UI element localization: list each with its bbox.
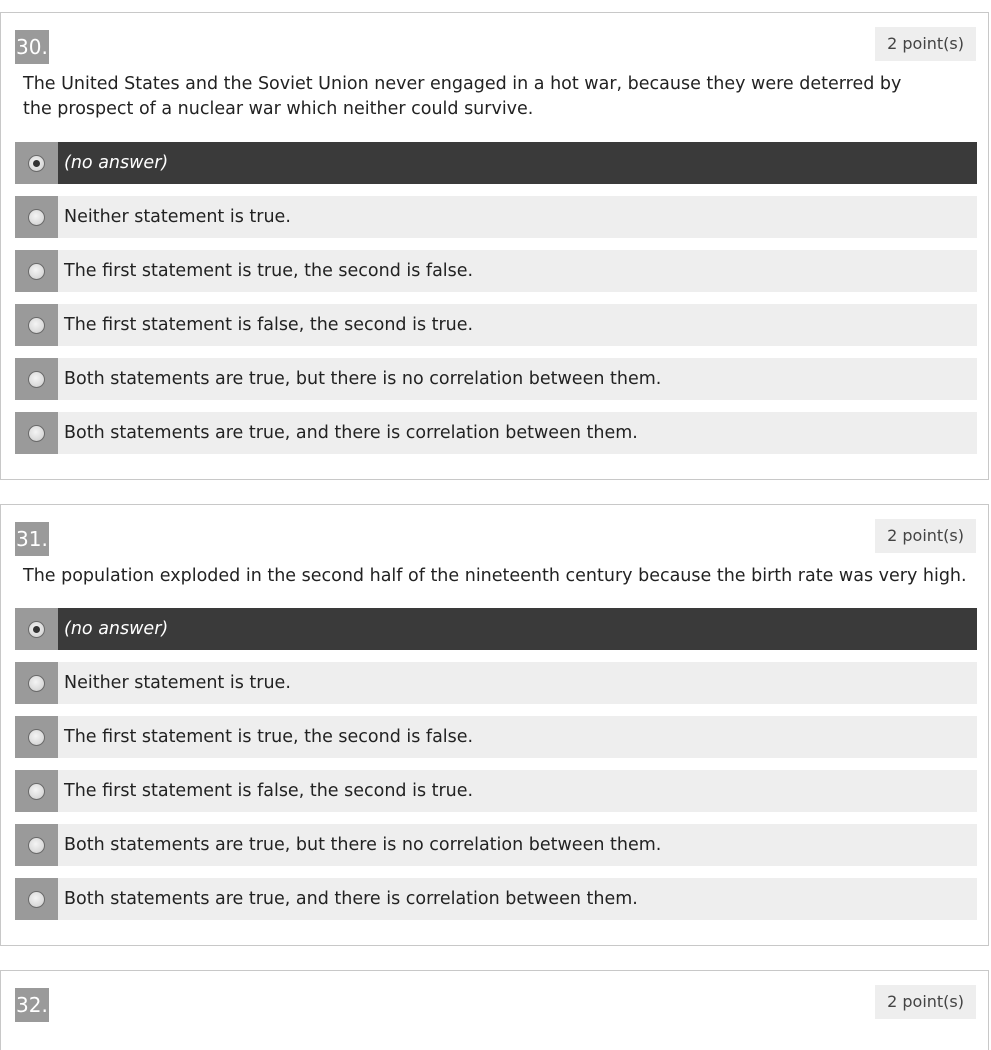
question-points: 2 point(s) xyxy=(875,519,976,553)
answer-label: (no answer) xyxy=(64,153,169,173)
radio-icon[interactable] xyxy=(28,837,45,854)
question-text: The population exploded in the second half of the nineteenth century because the birth rate was very high. xyxy=(23,566,967,586)
answer-option[interactable] xyxy=(15,142,977,184)
radio-container xyxy=(15,196,58,238)
answer-option[interactable] xyxy=(15,662,977,704)
radio-container xyxy=(15,824,58,866)
radio-selected-icon[interactable] xyxy=(28,621,45,638)
question-points: 2 point(s) xyxy=(875,985,976,1019)
answer-options xyxy=(15,608,977,932)
radio-container xyxy=(15,142,58,184)
answer-option[interactable] xyxy=(15,196,977,238)
answer-option[interactable] xyxy=(15,716,977,758)
question-card xyxy=(0,12,989,480)
radio-container xyxy=(15,716,58,758)
radio-icon[interactable] xyxy=(28,729,45,746)
answer-options xyxy=(15,142,977,466)
radio-icon[interactable] xyxy=(28,209,45,226)
radio-container xyxy=(15,608,58,650)
radio-icon[interactable] xyxy=(28,263,45,280)
question-card xyxy=(0,504,989,946)
answer-label: Both statements are true, and there is correlation between them. xyxy=(64,889,638,909)
radio-icon[interactable] xyxy=(28,891,45,908)
answer-option[interactable] xyxy=(15,250,977,292)
answer-label: The first statement is true, the second is false. xyxy=(64,261,474,281)
radio-container xyxy=(15,304,58,346)
answer-label: The first statement is false, the second is true. xyxy=(64,315,474,335)
answer-label: The first statement is true, the second is false. xyxy=(64,727,474,747)
radio-container xyxy=(15,770,58,812)
answer-option[interactable] xyxy=(15,358,977,400)
answer-label: (no answer) xyxy=(64,619,169,639)
radio-container xyxy=(15,358,58,400)
answer-label: The first statement is false, the second is true. xyxy=(64,781,474,801)
answer-option[interactable] xyxy=(15,412,977,454)
question-number: 30. xyxy=(15,30,49,64)
radio-container xyxy=(15,412,58,454)
radio-icon[interactable] xyxy=(28,425,45,442)
question-number: 31. xyxy=(15,522,49,556)
answer-option[interactable] xyxy=(15,304,977,346)
question-card xyxy=(0,970,989,1050)
question-points: 2 point(s) xyxy=(875,27,976,61)
answer-label: Both statements are true, but there is no correlation between them. xyxy=(64,835,662,855)
radio-icon[interactable] xyxy=(28,317,45,334)
question-number: 32. xyxy=(15,988,49,1022)
answer-label: Both statements are true, and there is correlation between them. xyxy=(64,423,638,443)
radio-icon[interactable] xyxy=(28,783,45,800)
answer-option[interactable] xyxy=(15,824,977,866)
question-text: The United States and the Soviet Union never engaged in a hot war, because they were deterred by the prospect of a nuclear war which neither could survive. xyxy=(23,74,902,119)
radio-selected-icon[interactable] xyxy=(28,155,45,172)
answer-option[interactable] xyxy=(15,608,977,650)
radio-container xyxy=(15,662,58,704)
answer-label: Neither statement is true. xyxy=(64,207,291,227)
answer-label: Neither statement is true. xyxy=(64,673,291,693)
radio-icon[interactable] xyxy=(28,371,45,388)
radio-container xyxy=(15,250,58,292)
radio-icon[interactable] xyxy=(28,675,45,692)
radio-container xyxy=(15,878,58,920)
answer-option[interactable] xyxy=(15,770,977,812)
answer-option[interactable] xyxy=(15,878,977,920)
answer-label: Both statements are true, but there is no correlation between them. xyxy=(64,369,662,389)
